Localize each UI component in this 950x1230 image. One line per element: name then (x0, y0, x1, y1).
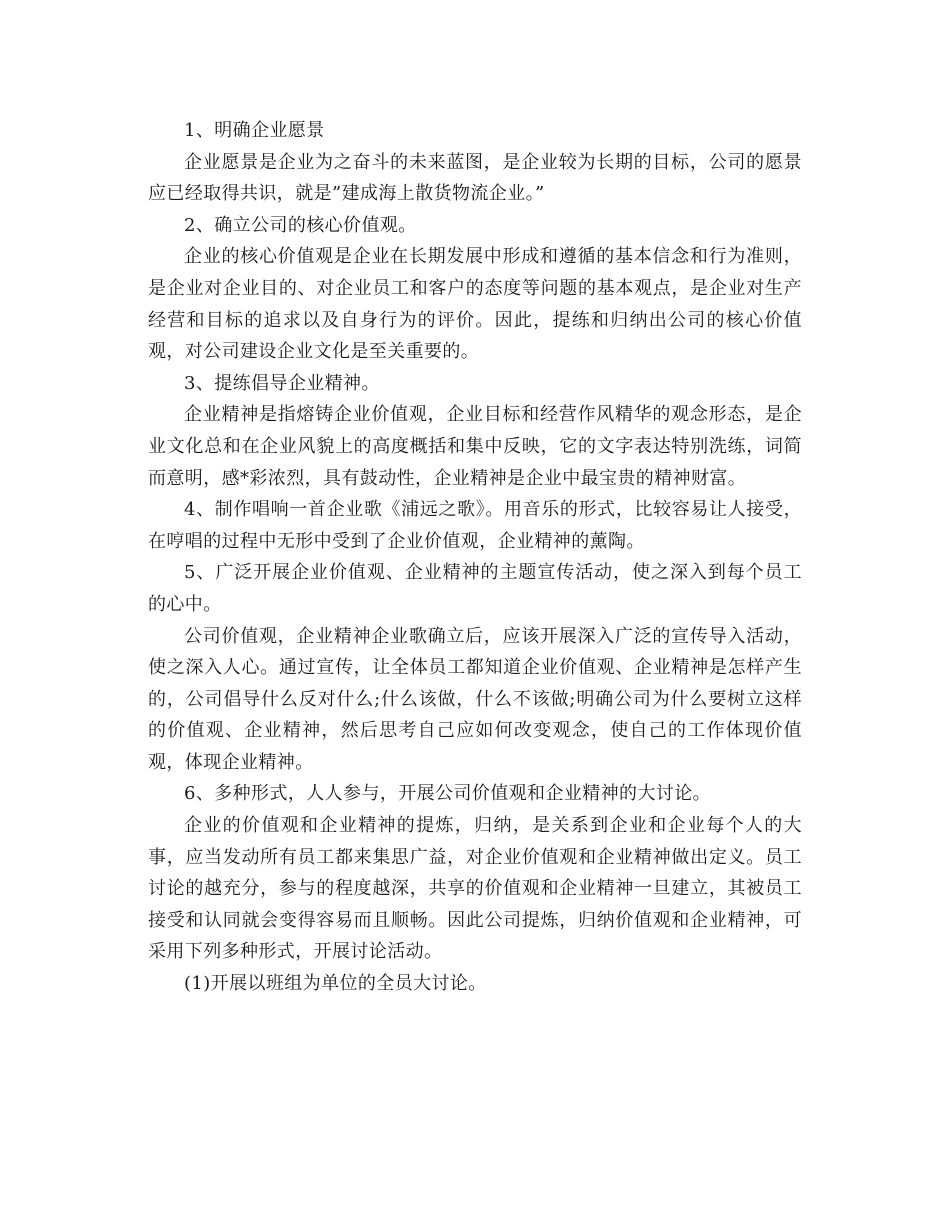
section-heading-enterprise-spirit: 3、提练倡导企业精神。 (184, 372, 380, 394)
section-heading-core-values: 2、确立公司的核心价值观。 (184, 214, 417, 236)
paragraph-company-song: 4、制作唱响一首企业歌《浦远之歌》。用音乐的形式，比较容易让人接受，在哼唱的过程中无形中受到了企业价值观，企业精神的薰陶。 (148, 499, 802, 552)
paragraph-discussion: 企业的价值观和企业精神的提炼，归纳，是关系到企业和企业每个人的大事，应当发动所有员工都来集思广益，对企业价值观和企业精神做出定义。员工讨论的越充分，参与的程度越深，共享的价值观和企业精神一旦建立，其被员工接受和认同就会变得容易而且顺畅。因此公司提炼，归纳价值观和企业精神，可采用下列多种形式，开展讨论活动。 (148, 815, 802, 963)
list-item-team-discussion: (1)开展以班组为单位的全员大讨论。 (184, 973, 487, 995)
section-heading-discussion: 6、多种形式，人人参与，开展公司价值观和企业精神的大讨论。 (184, 783, 712, 805)
paragraph-core-values: 企业的核心价值观是企业在长期发展中形成和遵循的基本信念和行为准则，是企业对企业目的、对企业员工和客户的态度等问题的基本观点，是企业对生产经营和目标的追求以及自身行为的评价。因此，提练和归纳出公司的核心价值观，对公司建设企业文化是至关重要的。 (148, 246, 802, 363)
paragraph-vision: 企业愿景是企业为之奋斗的未来蓝图，是企业较为长期的目标，公司的愿景应已经取得共识，就是”建成海上散货物流企业。” (148, 151, 802, 205)
paragraph-publicity: 公司价值观，企业精神企业歌确立后，应该开展深入广泛的宣传导入活动，使之深入人心。通过宣传，让全体员工都知道企业价值观、企业精神是怎样产生的，公司倡导什么反对什么;什么该做，什么不该做;明确公司为什么要树立这样的价值观、企业精神，然后思考自己应如何改变观念，使自己的工作体现价值观，体现企业精神。 (148, 625, 802, 773)
paragraph-publicity-heading: 5、广泛开展企业价值观、企业精神的主题宣传活动，使之深入到每个员工的心中。 (148, 562, 802, 615)
section-heading-vision: 1、明确企业愿景 (184, 120, 325, 141)
paragraph-enterprise-spirit: 企业精神是指熔铸企业价值观，企业目标和经营作风精华的观念形态，是企业文化总和在企业风貌上的高度概括和集中反映，它的文字表达特别洗练，词简而意明，感*彩浓烈，具有鼓动性，企业精神是企业中最宝贵的精神财富。 (148, 404, 802, 489)
